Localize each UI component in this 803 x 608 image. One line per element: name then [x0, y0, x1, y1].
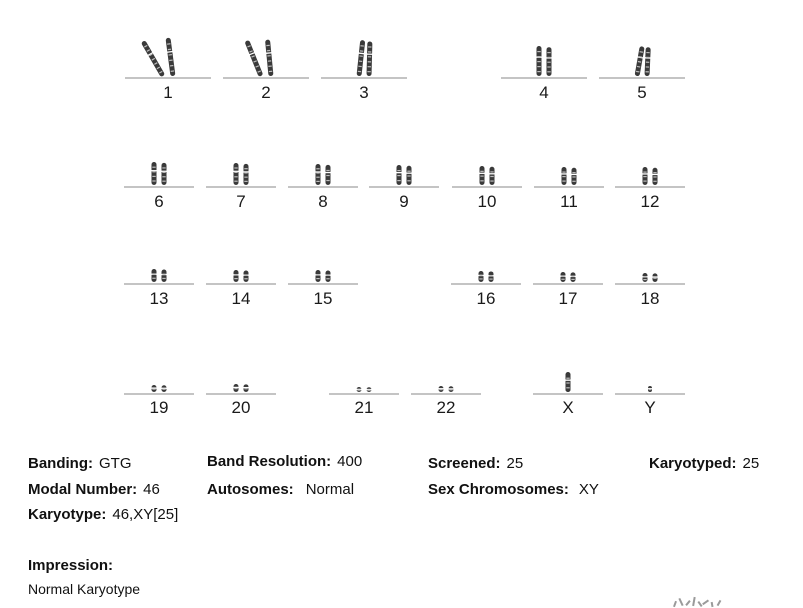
chromosome-label-1: 1 — [163, 83, 173, 102]
chromosome-label-6: 6 — [154, 192, 164, 211]
chromosome-label-7: 7 — [236, 192, 246, 211]
chromatid-10-1 — [479, 166, 485, 185]
chromatid-8-2 — [325, 165, 331, 185]
banding-field — [28, 455, 132, 472]
chromosome-pair-12 — [615, 167, 685, 187]
chromatid-x-2 — [565, 373, 571, 392]
chromosome-label-10: 10 — [477, 192, 497, 211]
chromatid-20-1 — [233, 384, 239, 392]
modal-number-field — [28, 481, 160, 498]
sex-chromosomes-field — [428, 481, 599, 498]
chromosome-pair-19 — [124, 385, 194, 394]
karyotyped-field — [649, 455, 759, 472]
chromosome-label-3: 3 — [359, 83, 369, 102]
chromosome-pair-5 — [599, 46, 685, 78]
chromosome-label-9: 9 — [399, 192, 409, 211]
autosomes-value: Normal — [305, 481, 355, 498]
chromosome-label-18: 18 — [640, 289, 660, 308]
chromatid-18-1 — [642, 273, 648, 282]
chromatid-19-2 — [161, 385, 167, 392]
chromatid-9-1 — [396, 165, 402, 185]
chromosome-label-x: X — [562, 398, 574, 417]
karyotype-label: Karyotype: — [28, 506, 107, 523]
chromosome-label-11: 11 — [560, 192, 578, 211]
chromatid-16-2 — [488, 271, 494, 282]
chromatid-11-1 — [561, 167, 567, 185]
autosomes-field — [207, 481, 354, 498]
sex-chromosomes-value: XY — [578, 481, 599, 498]
chromosome-pair-7 — [206, 163, 276, 187]
chromatid-8-1 — [315, 164, 321, 185]
band-resolution-field — [207, 453, 362, 470]
chromosome-pair-21 — [329, 387, 399, 394]
chromatid-5-2 — [644, 47, 651, 76]
chromosome-label-8: 8 — [318, 192, 328, 211]
screened-field — [428, 455, 523, 472]
chromatid-20-2 — [243, 384, 249, 392]
karyotype-value: 46,XY[25] — [112, 506, 179, 523]
chromatid-22-1 — [438, 386, 444, 392]
chromatid-17-1 — [560, 272, 566, 282]
chromatid-18-2 — [652, 273, 658, 282]
screened-value: 25 — [506, 455, 524, 472]
chromatid-10-2 — [489, 167, 495, 185]
chromatid-19-1 — [151, 385, 157, 392]
chromosome-label-14: 14 — [231, 289, 251, 308]
chromosome-pair-4 — [501, 46, 587, 78]
chromatid-y-1 — [648, 386, 653, 392]
chromosome-label-15: 15 — [313, 289, 333, 308]
chromosome-pair-18 — [615, 273, 685, 284]
chromatid-4-1 — [536, 46, 542, 76]
chromosome-pair-15 — [288, 270, 358, 284]
chromosome-pair-13 — [124, 269, 194, 284]
chromosome-pair-20 — [206, 384, 276, 394]
chromatid-13-2 — [161, 270, 167, 282]
chromosome-pair-14 — [206, 270, 276, 284]
chromosome-pair-8 — [288, 164, 358, 187]
chromatid-5-1 — [634, 46, 645, 77]
chromatid-12-1 — [642, 167, 648, 185]
chromatid-14-2 — [243, 270, 249, 282]
karyotype-field — [28, 506, 178, 523]
chromatid-3-2 — [366, 41, 373, 76]
screened-label: Screened: — [428, 455, 501, 472]
chromatid-22-2 — [448, 386, 454, 392]
chromatid-7-2 — [243, 164, 249, 185]
chromatid-16-1 — [478, 271, 484, 282]
chromatid-2-1 — [244, 40, 264, 77]
chromatid-3-1 — [356, 40, 366, 76]
band-resolution-value: 400 — [337, 453, 363, 470]
chromatid-12-2 — [652, 168, 658, 185]
chromosome-pair-10 — [452, 166, 522, 187]
autosomes-label: Autosomes: — [207, 481, 294, 498]
chromatid-15-1 — [315, 270, 321, 282]
chromosome-label-16: 16 — [476, 289, 496, 308]
chromosome-pair-1 — [125, 38, 211, 78]
impression-value: Normal Karyotype — [28, 581, 141, 597]
chromosome-pair-6 — [124, 162, 194, 187]
chromosome-pair-11 — [534, 167, 604, 187]
chromosome-pair-17 — [533, 272, 603, 284]
chromosome-label-12: 12 — [640, 192, 660, 211]
chromatid-11-2 — [571, 168, 577, 185]
chromatid-15-2 — [325, 270, 331, 282]
chromatid-6-2 — [161, 163, 167, 185]
chromatid-13-1 — [151, 269, 157, 282]
chromosome-pair-2 — [223, 39, 309, 78]
karyotyped-value: 25 — [742, 455, 760, 472]
chromatid-2-2 — [265, 39, 274, 76]
chromosome-label-5: 5 — [637, 83, 647, 102]
chromatid-21-1 — [356, 387, 362, 392]
chromosome-label-13: 13 — [149, 289, 169, 308]
sex-chromosomes-label: Sex Chromosomes: — [428, 481, 569, 498]
band-resolution-label: Band Resolution: — [207, 453, 332, 470]
chromosome-label-20: 20 — [231, 398, 251, 417]
chromosome-pair-x — [533, 372, 603, 394]
chromatid-9-2 — [406, 166, 412, 185]
chromatid-1-1 — [140, 40, 165, 78]
banding-value: GTG — [99, 455, 132, 472]
chromatid-17-2 — [570, 272, 576, 282]
chromosome-label-y: Y — [644, 398, 656, 417]
chromosome-pair-9 — [369, 165, 439, 187]
chromatid-6-1 — [151, 162, 157, 185]
chromosome-pair-3 — [321, 40, 407, 78]
banding-label: Banding: — [28, 455, 93, 472]
chromosome-pair-y — [615, 386, 685, 394]
modal-number-value: 46 — [143, 481, 160, 498]
chromosome-label-2: 2 — [261, 83, 271, 102]
chromosome-label-4: 4 — [539, 83, 549, 102]
chromatid-1-2 — [165, 38, 176, 77]
chromosome-pair-16 — [451, 271, 521, 284]
impression-label: Impression: — [28, 557, 114, 574]
chromatid-4-2 — [546, 47, 552, 76]
chromosome-pair-22 — [411, 386, 481, 394]
karyotyped-label: Karyotyped: — [649, 455, 737, 472]
chromatid-21-2 — [366, 387, 372, 392]
chromosome-label-22: 22 — [436, 398, 456, 417]
chromosome-label-21: 21 — [354, 398, 374, 417]
chromosome-label-19: 19 — [149, 398, 169, 417]
chromosome-label-17: 17 — [558, 289, 578, 308]
chromatid-7-1 — [233, 163, 239, 185]
modal-number-label: Modal Number: — [28, 481, 138, 498]
chromatid-14-1 — [233, 270, 239, 282]
metaphase-spread-fragment — [600, 560, 803, 608]
